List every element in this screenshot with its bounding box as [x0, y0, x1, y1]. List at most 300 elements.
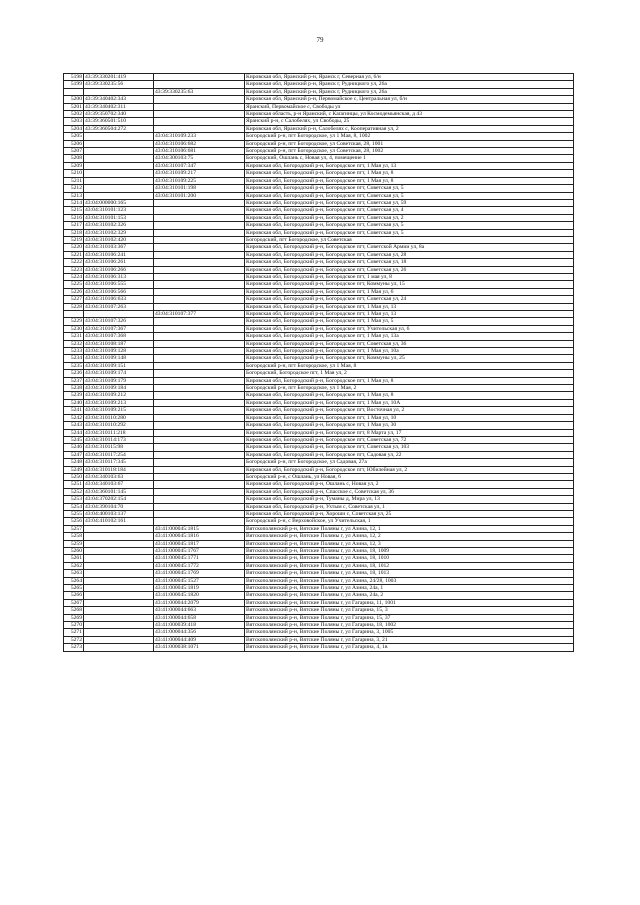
address: Вятскополянский р-н, Вятские Поляны г, ул Азина, 18, 1012 — [245, 562, 574, 569]
land-cadastral-number: 43:04:390104:70 — [84, 503, 154, 510]
address: Кировская обл, Богородский р-н, Богородское пгт, Советская ул, 5 — [245, 192, 574, 199]
table-row — [64, 385, 574, 392]
row-number: 5250 — [64, 473, 84, 480]
building-cadastral-number — [154, 370, 245, 377]
address: Вятскополянский р-н, Вятские Поляны г, ул Гагарина, 11, 1001 — [245, 599, 574, 606]
land-cadastral-number: 43:04:310107:326 — [84, 318, 154, 325]
land-cadastral-number: 43:04:310109:174 — [84, 370, 154, 377]
address: Яранский р-н, с Салобелях, ул Свободы, 25 — [245, 118, 574, 125]
table-row — [64, 311, 574, 318]
land-cadastral-number — [84, 88, 154, 95]
address: Богородский р-н, пгт Богородское, ул 1 Мая, 8 — [245, 362, 574, 369]
row-number: 5240 — [64, 399, 84, 406]
land-cadastral-number: 43:04:310114:173 — [84, 436, 154, 443]
table-row — [64, 585, 574, 592]
address: Кировская область, р-н Яранский, с Кararинцы, ул Космодемьянская, д 43 — [245, 111, 574, 118]
address: Кировская обл, Яранский р-н, Салобелях с, Кооперативная ул, 2 — [245, 125, 574, 132]
address: Кировская обл, Богородский р-н, Богородское пгт, 1 Мая ул, 5 — [245, 318, 574, 325]
land-cadastral-number: 43:04:310117:254 — [84, 451, 154, 458]
row-number: 5219 — [64, 236, 84, 243]
address: Кировская обл, Богородский р-н, Богородское пгт, Советская ул, 5 — [245, 229, 574, 236]
land-cadastral-number: 43:04:310109:184 — [84, 385, 154, 392]
row-number: 5226 — [64, 288, 84, 295]
address: Кировская обл, Богородский р-н, Богородское пгт, 1 Мая ул, 13а — [245, 333, 574, 340]
row-number: 5221 — [64, 251, 84, 258]
building-cadastral-number — [154, 355, 245, 362]
building-cadastral-number — [154, 422, 245, 429]
land-cadastral-number — [84, 533, 154, 540]
row-number: 5267 — [64, 599, 84, 606]
building-cadastral-number — [154, 251, 245, 258]
table-row — [64, 636, 574, 643]
table-row — [64, 488, 574, 495]
land-cadastral-number: 43:04:310118:184 — [84, 466, 154, 473]
land-cadastral-number — [84, 555, 154, 562]
address: Богородский р-н, пгт Богородское, ул 1 Мая, 2 — [245, 385, 574, 392]
building-cadastral-number — [154, 96, 245, 103]
table-row — [64, 118, 574, 125]
table-row — [64, 96, 574, 103]
row-number: 5228 — [64, 303, 84, 310]
building-cadastral-number — [154, 214, 245, 221]
address: Кировская обл, Богородский р-н, Богородское пгт, 1 Мая ул, 10а — [245, 348, 574, 355]
row-number: 5246 — [64, 444, 84, 451]
building-cadastral-number — [154, 488, 245, 495]
table-row — [64, 207, 574, 214]
row-number: 5257 — [64, 525, 84, 532]
land-cadastral-number — [84, 636, 154, 643]
table-row — [64, 614, 574, 621]
table-row — [64, 133, 574, 140]
building-cadastral-number — [154, 244, 245, 251]
row-number: 5236 — [64, 370, 84, 377]
table-row — [64, 444, 574, 451]
land-cadastral-number: 43:04:310109:128 — [84, 348, 154, 355]
building-cadastral-number — [154, 229, 245, 236]
building-cadastral-number: 43:41:000045:1771 — [154, 555, 245, 562]
address: Яранский, Первомайское с, Свободы ул — [245, 103, 574, 110]
building-cadastral-number: 43:41:000045:1772 — [154, 562, 245, 569]
row-number — [64, 311, 84, 318]
table-row — [64, 362, 574, 369]
table-row — [64, 459, 574, 466]
row-number: 5251 — [64, 481, 84, 488]
row-number: 5244 — [64, 429, 84, 436]
address: Кировская обл, Богородский р-н, Туманы д, Мира ул, 13 — [245, 496, 574, 503]
land-cadastral-number — [84, 629, 154, 636]
land-cadastral-number — [84, 607, 154, 614]
land-cadastral-number: 43:04:310107:263 — [84, 303, 154, 310]
row-number: 5201 — [64, 103, 84, 110]
table-row — [64, 392, 574, 399]
address: Кировская обл, Богородский р-н, Богородское пгт, 1 Мая ул, 13 — [245, 303, 574, 310]
address: Кировская обл, Богородский р-н, Богородское пгт, 1 Мая ул, 10 — [245, 414, 574, 421]
land-cadastral-number: 43:39:340402:343 — [84, 96, 154, 103]
table-row — [64, 340, 574, 347]
building-cadastral-number: 43:04:310106:682 — [154, 140, 245, 147]
land-cadastral-number — [84, 599, 154, 606]
building-cadastral-number: 43:41:000045:1769 — [154, 570, 245, 577]
building-cadastral-number — [154, 429, 245, 436]
row-number: 5273 — [64, 644, 84, 651]
address: Кировская обл, Богородский р-н, Богородское пгт, Советской Армии ул, 8а — [245, 244, 574, 251]
address: Кировская обл, Богородский р-н, Богородское пгт, 1 Мая ул, 8 — [245, 392, 574, 399]
row-number: 5217 — [64, 222, 84, 229]
address: Кировская обл, Богородский р-н, Богородское пгт, Учительская ул, 6 — [245, 325, 574, 332]
building-cadastral-number — [154, 296, 245, 303]
row-number — [64, 88, 84, 95]
land-cadastral-number — [84, 622, 154, 629]
table-row — [64, 562, 574, 569]
building-cadastral-number — [154, 81, 245, 88]
row-number: 5249 — [64, 466, 84, 473]
table-row — [64, 155, 574, 162]
table-row — [64, 592, 574, 599]
building-cadastral-number — [154, 407, 245, 414]
land-cadastral-number: 43:04:310102:420 — [84, 236, 154, 243]
land-cadastral-number — [84, 548, 154, 555]
table-row — [64, 370, 574, 377]
row-number: 5259 — [64, 540, 84, 547]
land-cadastral-number: 43:04:310115:98 — [84, 444, 154, 451]
building-cadastral-number — [154, 118, 245, 125]
building-cadastral-number — [154, 103, 245, 110]
row-number: 5232 — [64, 340, 84, 347]
row-number: 5230 — [64, 325, 84, 332]
land-cadastral-number: 43:04:360101:145 — [84, 488, 154, 495]
address: Кировская обл, Богородский р-н, Богородское пгт, Советская ул, 103 — [245, 444, 574, 451]
row-number: 5225 — [64, 281, 84, 288]
row-number: 5260 — [64, 548, 84, 555]
table-row — [64, 503, 574, 510]
building-cadastral-number: 43:04:310109:217 — [154, 170, 245, 177]
table-row — [64, 103, 574, 110]
table-row — [64, 74, 574, 81]
building-cadastral-number: 43:41:000038:1071 — [154, 644, 245, 651]
row-number: 5252 — [64, 488, 84, 495]
address: Кировская обл, Богородский р-н, Богородское пгт, 1 Мая ул, 30 — [245, 422, 574, 429]
table-row — [64, 214, 574, 221]
address: Кировская обл, Богородский р-н, Богородское пгт, Восточная ул, 2 — [245, 407, 574, 414]
address: Кировская обл, Яранский р-н, Яранск г, Рудницкого ул, 26а — [245, 88, 574, 95]
address: Кировская обл, Богородский р-н, Богородское пгт, Советская ул, 2 — [245, 214, 574, 221]
row-number: 5200 — [64, 96, 84, 103]
table-row — [64, 162, 574, 169]
land-cadastral-number — [84, 311, 154, 318]
building-cadastral-number — [154, 273, 245, 280]
address: Кировская обл, Богородский р-н, Богородское пгт, Советская ул, 59 — [245, 199, 574, 206]
table-row — [64, 355, 574, 362]
land-cadastral-number: 43:39:330235:56 — [84, 81, 154, 88]
land-cadastral-number: 43:04:310106:313 — [84, 273, 154, 280]
table-row — [64, 577, 574, 584]
table-row — [64, 496, 574, 503]
table-row — [64, 377, 574, 384]
row-number: 5238 — [64, 385, 84, 392]
building-cadastral-number — [154, 325, 245, 332]
row-number: 5247 — [64, 451, 84, 458]
land-cadastral-number — [84, 133, 154, 140]
building-cadastral-number: 43:41:000044:2079 — [154, 599, 245, 606]
row-number: 5215 — [64, 207, 84, 214]
table-row — [64, 325, 574, 332]
building-cadastral-number — [154, 444, 245, 451]
building-cadastral-number: 43:41:000045:1816 — [154, 533, 245, 540]
land-cadastral-number — [84, 170, 154, 177]
address: Кировская обл, Богородский р-н, Богородское пгт, Советская ул, 5 — [245, 185, 574, 192]
address: Вятскополянский р-н, Вятские Поляны г, ул Гагарина, 18, 1002 — [245, 622, 574, 629]
building-cadastral-number — [154, 288, 245, 295]
building-cadastral-number — [154, 281, 245, 288]
table-row — [64, 251, 574, 258]
address: Кировская обл, Богородский р-н, Богородское пгт, Садовая ул, 22 — [245, 451, 574, 458]
building-cadastral-number: 43:41:000044:658 — [154, 614, 245, 621]
address: Богородский, Ошлань с, Новая ул, 4, помещение 1 — [245, 155, 574, 162]
row-number: 5205 — [64, 133, 84, 140]
address: Кировская обл, Богородский р-н, Ухтым с, Советская ул, 1 — [245, 503, 574, 510]
row-number: 5271 — [64, 629, 84, 636]
address: Кировская обл, Богородский р-н, Богородское пгт, 1 Мая ул, 8 — [245, 377, 574, 384]
row-number: 5209 — [64, 162, 84, 169]
land-cadastral-number — [84, 540, 154, 547]
building-cadastral-number — [154, 459, 245, 466]
land-cadastral-number: 43:04:310102:326 — [84, 222, 154, 229]
address: Кировская обл, Богородский р-н, Ошлань с, Новая ул, 2 — [245, 481, 574, 488]
address: Вятскополянский р-н, Вятские Поляны г, ул Гагарина, 3, 1005 — [245, 629, 574, 636]
building-cadastral-number — [154, 362, 245, 369]
row-number: 5242 — [64, 414, 84, 421]
table-row — [64, 125, 574, 132]
building-cadastral-number — [154, 436, 245, 443]
address: Кировская обл, Богородский р-н, Богородское пгт, Советская ул, 5 — [245, 222, 574, 229]
land-cadastral-number: 43:04:370202:154 — [84, 496, 154, 503]
land-cadastral-number: 43:39:340402:311 — [84, 103, 154, 110]
building-cadastral-number — [154, 385, 245, 392]
row-number: 5266 — [64, 592, 84, 599]
row-number: 5239 — [64, 392, 84, 399]
table-row — [64, 429, 574, 436]
table-row — [64, 148, 574, 155]
registry-table — [63, 73, 574, 652]
address: Кировская обл, Богородский р-н, Богородское пгт, Советская ул, 72 — [245, 436, 574, 443]
row-number: 5262 — [64, 562, 84, 569]
land-cadastral-number: 43:04:310106:266 — [84, 266, 154, 273]
building-cadastral-number: 43:41:000045:1817 — [154, 540, 245, 547]
address: Кировская обл, Богородский р-н, Богородское пгт, 8 Марта ул, 17 — [245, 429, 574, 436]
land-cadastral-number: 43:04:310109:215 — [84, 407, 154, 414]
address: Богородский р-н, пгт Богородское, ул Советская, 28, 1001 — [245, 140, 574, 147]
address: Кировская обл, Богородский р-н, Богородское пгт, 1 Мая ул, 13 — [245, 311, 574, 318]
row-number: 5198 — [64, 74, 84, 81]
building-cadastral-number — [154, 236, 245, 243]
row-number: 5204 — [64, 125, 84, 132]
address: Кировская обл, Богородский р-н, Богородское пгт, 1 мая ул, 8 — [245, 273, 574, 280]
building-cadastral-number — [154, 377, 245, 384]
building-cadastral-number: 43:04:310109:225 — [154, 177, 245, 184]
table-row — [64, 222, 574, 229]
registry-rows — [64, 74, 574, 652]
land-cadastral-number: 43:04:400103:137 — [84, 510, 154, 517]
address: Вятскополянский р-н, Вятские Поляны г, ул Азина, 24/28, 1003 — [245, 577, 574, 584]
row-number: 5264 — [64, 577, 84, 584]
row-number: 5243 — [64, 422, 84, 429]
land-cadastral-number: 43:04:310101:153 — [84, 214, 154, 221]
address: Кировская обл, Богородский р-н, Богородское пгт, Советская ул, 4 — [245, 207, 574, 214]
land-cadastral-number: 43:39:350702:340 — [84, 111, 154, 118]
land-cadastral-number: 43:04:310106:241 — [84, 251, 154, 258]
address: Кировская обл, Богородский р-н, Богородское пгт, Советская ул, 36 — [245, 340, 574, 347]
table-row — [64, 88, 574, 95]
building-cadastral-number — [154, 510, 245, 517]
address: Кировская обл, Богородский р-н, Богородское пгт, 1 Мая ул, 8 — [245, 170, 574, 177]
table-row — [64, 177, 574, 184]
land-cadastral-number: 43:04:310106:555 — [84, 281, 154, 288]
row-number: 5248 — [64, 459, 84, 466]
building-cadastral-number: 43:04:310101:198 — [154, 185, 245, 192]
row-number: 5208 — [64, 155, 84, 162]
land-cadastral-number — [84, 185, 154, 192]
table-row — [64, 525, 574, 532]
row-number: 5269 — [64, 614, 84, 621]
row-number: 5258 — [64, 533, 84, 540]
row-number: 5214 — [64, 199, 84, 206]
building-cadastral-number — [154, 518, 245, 525]
address: Кировская обл, Богородский р-н, Богородское пгт, 1 Мая ул, 8 — [245, 177, 574, 184]
table-row — [64, 170, 574, 177]
address: Богородский, пгт Богородское, ул Советская — [245, 236, 574, 243]
table-row — [64, 622, 574, 629]
land-cadastral-number: 43:04:000000:165 — [84, 199, 154, 206]
address: Богородский р-н, с Ошлань, ул Новая, 6 — [245, 473, 574, 480]
address: Кировская обл, Богородский р-н, Богородское пгт, 1 Мая ул, 10А — [245, 399, 574, 406]
address: Вятскополянский р-н, Вятские Поляны г, ул Гагарина, 15, 3 — [245, 607, 574, 614]
table-row — [64, 288, 574, 295]
building-cadastral-number — [154, 392, 245, 399]
land-cadastral-number: 43:04:310107:368 — [84, 333, 154, 340]
address: Вятскополянский р-н, Вятские Поляны г, ул Азина, 18, 1013 — [245, 570, 574, 577]
row-number: 5255 — [64, 510, 84, 517]
building-cadastral-number: 43:04:310107:347 — [154, 162, 245, 169]
land-cadastral-number — [84, 585, 154, 592]
address: Кировская обл, Богородский р-н, Богородское пгт, Коммуны ул, 25 — [245, 355, 574, 362]
land-cadastral-number: 43:04:410102:161 — [84, 518, 154, 525]
building-cadastral-number — [154, 340, 245, 347]
building-cadastral-number — [154, 111, 245, 118]
building-cadastral-number: 43:41:000045:1815 — [154, 525, 245, 532]
table-row — [64, 81, 574, 88]
row-number: 5261 — [64, 555, 84, 562]
address: Вятскополянский р-н, Вятские Поляны г, ул Гагарина, 15, 37 — [245, 614, 574, 621]
table-row — [64, 333, 574, 340]
row-number: 5256 — [64, 518, 84, 525]
row-number: 5253 — [64, 496, 84, 503]
table-row — [64, 473, 574, 480]
building-cadastral-number — [154, 333, 245, 340]
table-row — [64, 399, 574, 406]
row-number: 5235 — [64, 362, 84, 369]
building-cadastral-number: 43:41:000045:1527 — [154, 577, 245, 584]
row-number: 5203 — [64, 118, 84, 125]
land-cadastral-number: 43:04:340103:67 — [84, 481, 154, 488]
table-row — [64, 259, 574, 266]
address: Кировская обл, Богородский р-н, Богородское пгт, Советская ул, 26 — [245, 266, 574, 273]
row-number: 5202 — [64, 111, 84, 118]
land-cadastral-number: 43:04:310108:187 — [84, 340, 154, 347]
building-cadastral-number: 43:04:310101:200 — [154, 192, 245, 199]
table-row — [64, 199, 574, 206]
table-row — [64, 303, 574, 310]
building-cadastral-number: 43:41:000045:1820 — [154, 592, 245, 599]
building-cadastral-number — [154, 199, 245, 206]
land-cadastral-number — [84, 155, 154, 162]
row-number: 5254 — [64, 503, 84, 510]
table-row — [64, 244, 574, 251]
row-number: 5241 — [64, 407, 84, 414]
land-cadastral-number — [84, 140, 154, 147]
address: Богородский р-н, пгт Богородское, ул 1 Мая, 8, 1002 — [245, 133, 574, 140]
address: Вятскополянский р-н, Вятские Поляны г, ул Гагарина, 3, 21 — [245, 636, 574, 643]
land-cadastral-number: 43:04:310109:213 — [84, 399, 154, 406]
land-cadastral-number — [84, 570, 154, 577]
table-row — [64, 140, 574, 147]
table-row — [64, 296, 574, 303]
land-cadastral-number — [84, 192, 154, 199]
row-number: 5263 — [64, 570, 84, 577]
land-cadastral-number: 43:39:360504:272 — [84, 125, 154, 132]
table-row — [64, 414, 574, 421]
land-cadastral-number — [84, 577, 154, 584]
row-number: 5268 — [64, 607, 84, 614]
address: Кировская обл, Яранский р-н, Яранск г, Северная ул, 6/н — [245, 74, 574, 81]
table-row — [64, 407, 574, 414]
building-cadastral-number: 43:41:000044:409 — [154, 636, 245, 643]
row-number: 5237 — [64, 377, 84, 384]
land-cadastral-number: 43:04:310106:566 — [84, 288, 154, 295]
table-row — [64, 229, 574, 236]
row-number: 5224 — [64, 273, 84, 280]
building-cadastral-number: 43:04:310106:681 — [154, 148, 245, 155]
land-cadastral-number: 43:04:310106:633 — [84, 296, 154, 303]
land-cadastral-number: 43:39:360501:510 — [84, 118, 154, 125]
address: Богородский р-н, пгт Богородское, ул Садовая, 27а — [245, 459, 574, 466]
table-row — [64, 436, 574, 443]
land-cadastral-number — [84, 614, 154, 621]
table-row — [64, 266, 574, 273]
land-cadastral-number: 43:04:310117:345 — [84, 459, 154, 466]
row-number: 5212 — [64, 185, 84, 192]
address: Кировская обл, Богородский р-н, Богородское пгт, Советская ул, 28 — [245, 251, 574, 258]
table-row — [64, 518, 574, 525]
building-cadastral-number: 43:04:310107:377 — [154, 311, 245, 318]
row-number: 5206 — [64, 140, 84, 147]
land-cadastral-number — [84, 592, 154, 599]
address: Кировская обл, Яранский р-н, Первомайское с, Центральная ул, б/н — [245, 96, 574, 103]
building-cadastral-number — [154, 451, 245, 458]
address: Кировская обл, Богородский р-н, Богородское пгт, Юбилейная ул, 2 — [245, 466, 574, 473]
table-row — [64, 451, 574, 458]
table-row — [64, 192, 574, 199]
address: Кировская обл, Богородский р-н, Богородское пгт, Советская ул, 24 — [245, 296, 574, 303]
address: Богородский р-н, пгт Богородское, ул Советская, 28, 1002 — [245, 148, 574, 155]
table-row — [64, 281, 574, 288]
table-row — [64, 466, 574, 473]
row-number: 5216 — [64, 214, 84, 221]
building-cadastral-number — [154, 399, 245, 406]
row-number: 5223 — [64, 266, 84, 273]
land-cadastral-number: 43:04:310103:367 — [84, 244, 154, 251]
address: Богородский р-н, с Верховойское, ул Учительская, 1 — [245, 518, 574, 525]
land-cadastral-number: 43:39:330201:419 — [84, 74, 154, 81]
